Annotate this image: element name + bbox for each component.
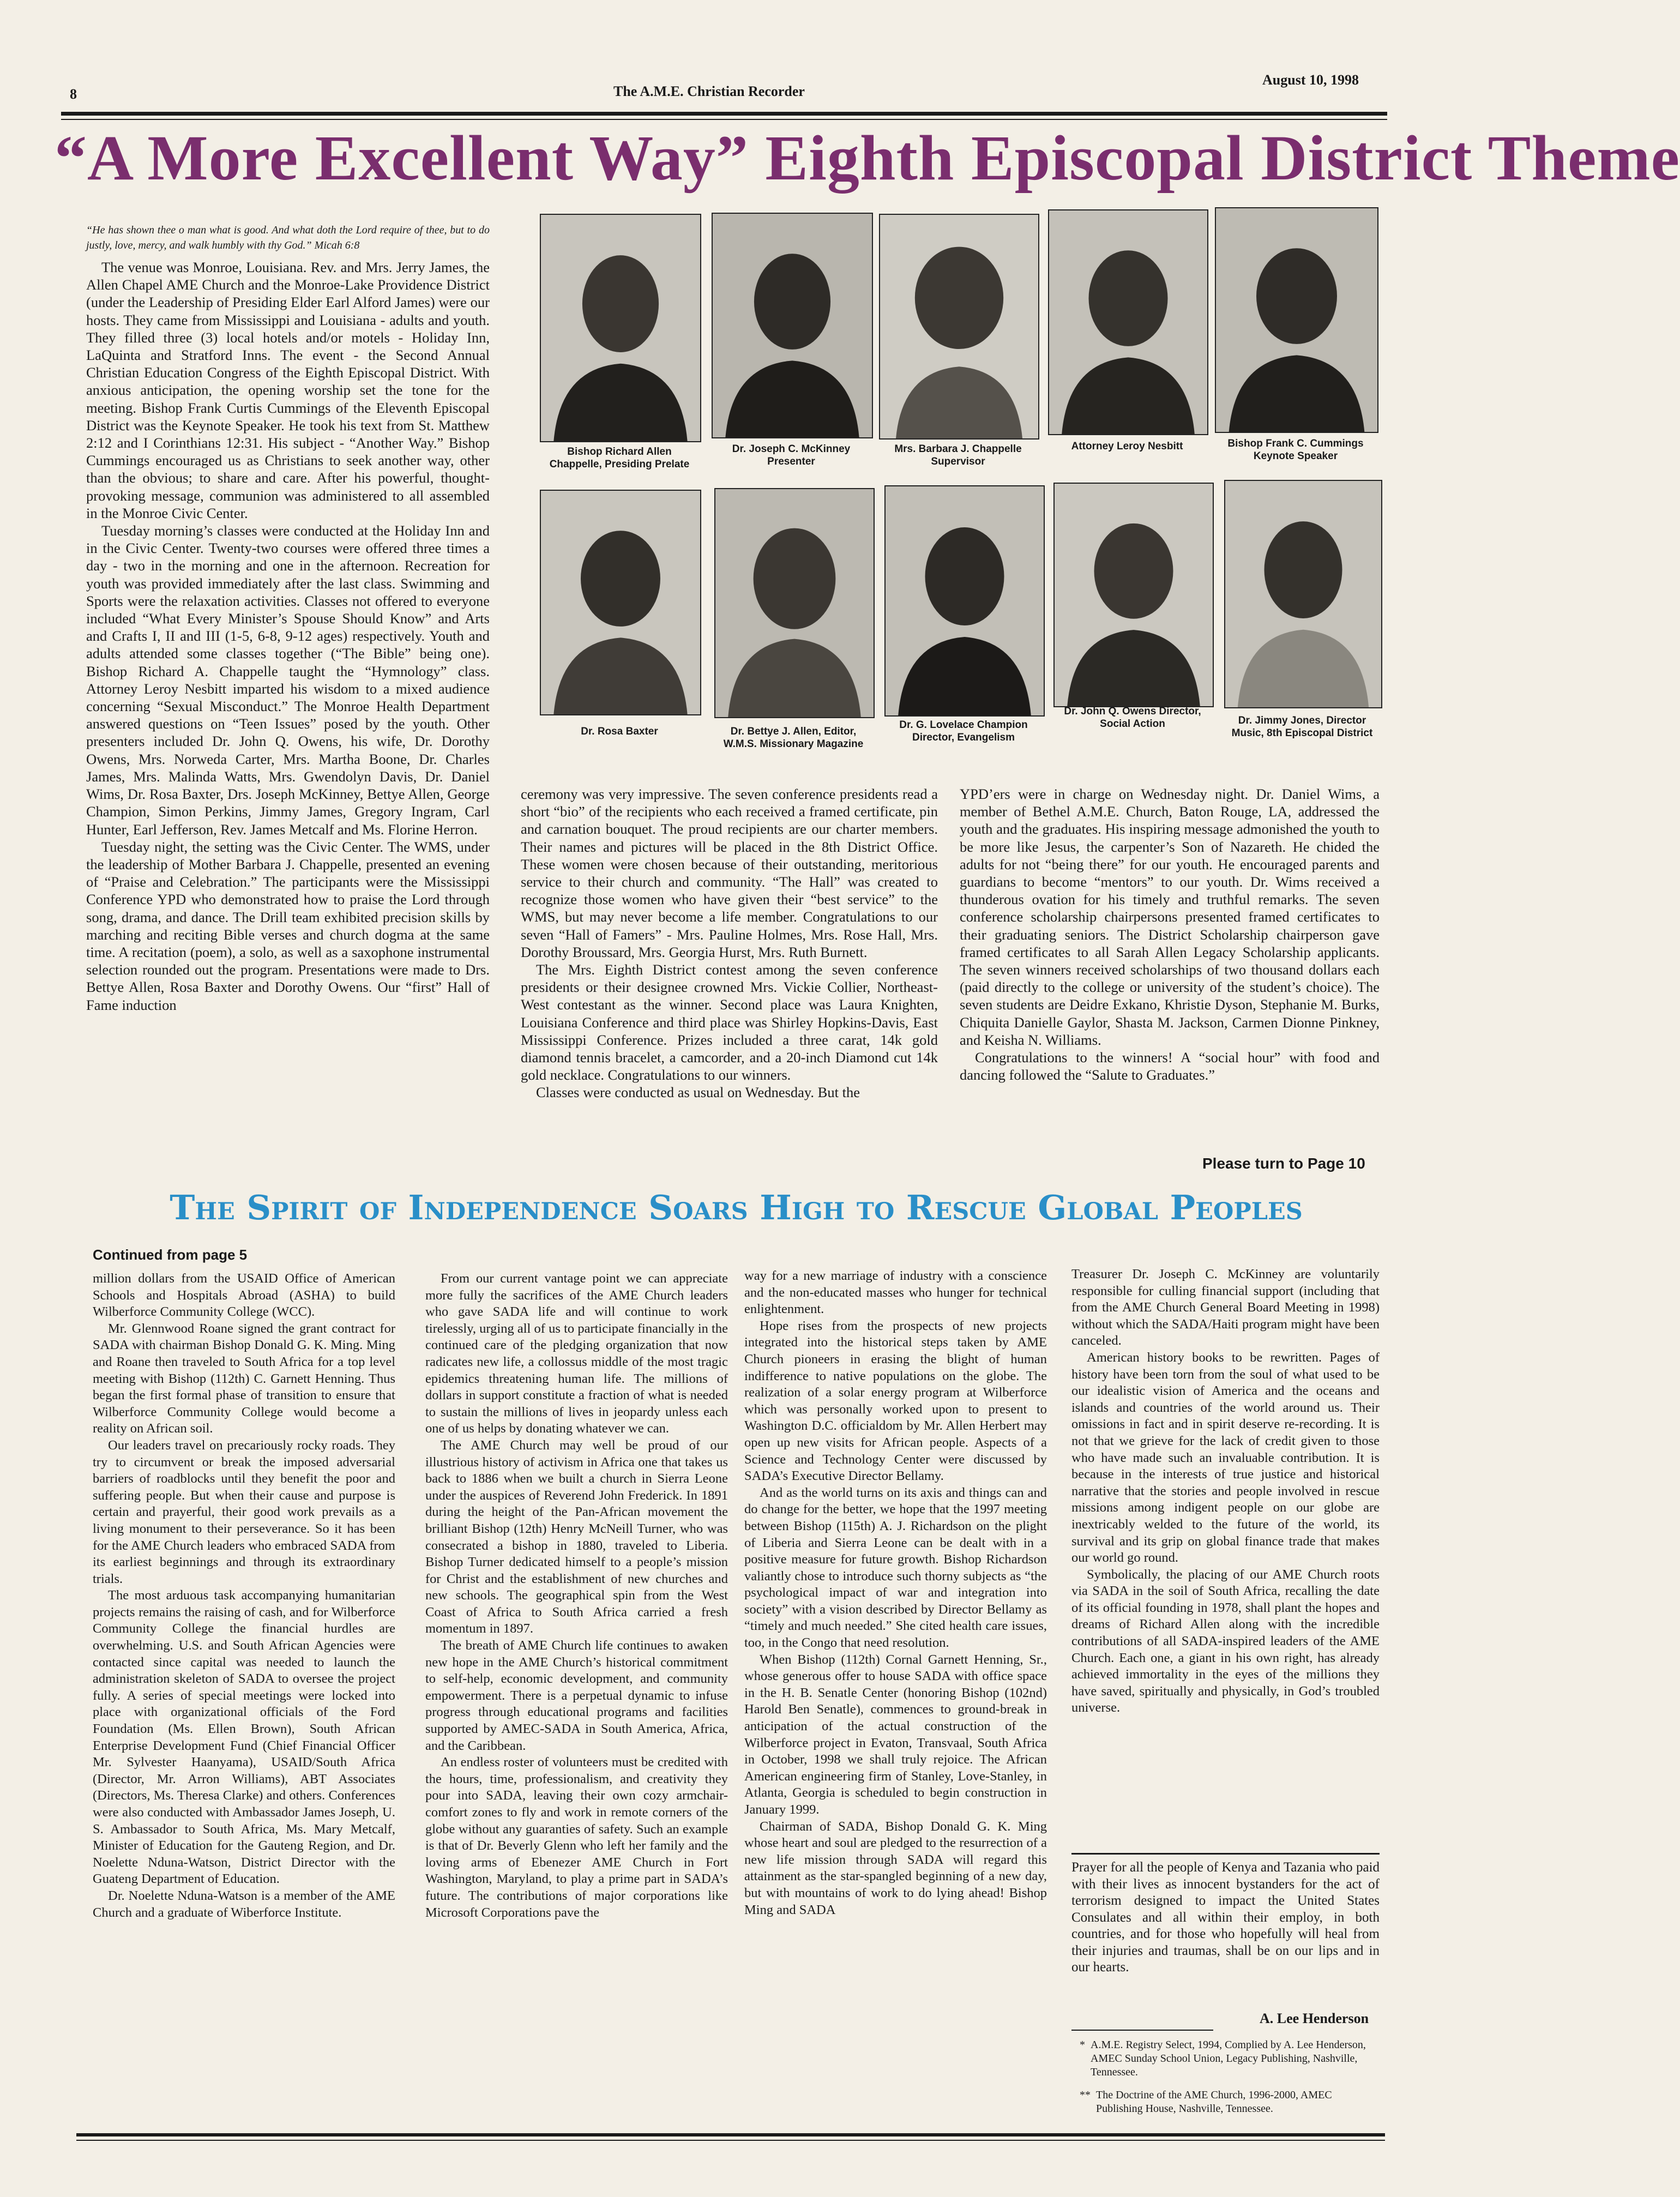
portrait-photo (540, 490, 701, 715)
article2-paragraph: Symbolically, the placing of our AME Church roots via SADA in the soil of South Africa, recalling the date of its official founding in 1978, shall plant the hopes and dreams of Richard Allen along with the incredible contributions of all SADA-inspired leaders of the AME Church. Each one, a giant in his own right, has already achieved immortality in the eyes of the millions they have saved, spiritually and physically, in God’s troubled universe. (1071, 1567, 1380, 1716)
page-number: 8 (70, 86, 77, 102)
portrait-photo (1215, 207, 1378, 433)
article1-paragraph: ceremony was very impressive. The seven conference presidents read a short “bio” of the recipients who each received a framed certificate, pin and carnation bouquet. The proud recipients are our charter members. Their names and pictures will be placed in the 8th District Office. These women were chosen because of their outstanding, meritorious service to their church and community. “The Hall” was created to recognize those women who have given their “best service” to the WMS, but may never become a life member. Congratulations to our seven “Hall of Famers” - Mrs. Pauline Holmes, Mrs. Rose Hall, Mrs. Dorothy Broussard, Mrs. Georgia Hurst, Mrs. Ruth Burnett. (521, 786, 938, 960)
scripture-quote: “He has shown thee o man what is good. And what doth the Lord require of thee, but to do justly, love, mercy, and walk humbly with thy God.” Micah 6:8 (86, 224, 490, 251)
article2-column-2 (425, 1271, 728, 2143)
article2-paragraph: Mr. Glennwood Roane signed the grant contract for SADA with chairman Bishop Donald G. K. Ming. Ming and Roane then traveled to South Africa for a top level meeting with Bishop (112th) C. Garnett Henning. Thus began the first formal phase of transition to ensure that Wilberforce Community College would become a reality on African soil. (93, 1321, 395, 1436)
article1-paragraph: Tuesday night, the setting was the Civic Center. The WMS, under the leadership of Mother Barbara J. Chappelle, presented an evening of “Praise and Celebration.” The participants were the Mississippi Conference YPD who demonstrated how to praise the Lord through song, drama, and dance. The Drill team exhibited precision skills by marching and reciting Bible verses and church dogma at the same time. A recitation (poem), a solo, as well as a saxophone instrumental selection rounded out the program. Presentations were made to Drs. Bettye Allen, Rosa Baxter and Dorothy Owens. Our “first” Hall of Fame induction (86, 838, 490, 1013)
photo-caption: Bishop Frank C. Cummings Keynote Speaker (1227, 438, 1364, 462)
footnote-text: A.M.E. Registry Select, 1994, Complied by A. Lee Henderson, AMEC Sunday School Union, Legacy Publishing, Nashville, Tennessee. (1091, 2039, 1366, 2078)
article2-paragraph: The most arduous task accompanying humanitarian projects remains the raising of cash, and for Wilberforce Community College the financial hurdles are overwhelming. U.S. and South African Agencies were contacted since capital was needed to launch the administration skeleton of SADA to oversee the project fully. A series of special meetings were locked into place with organizational officials of the Ford Foundation (Ms. Ellen Brown), South African Enterprise Development Fund (Chief Financial Officer Mr. Sylvester Haanyama), USAID/South Africa (Director, Mr. Arron Williams), ABT Associates (Directors, Ms. Theresa Clarke) and others. Conferences were also conducted with Ambassador James Joseph, U. S. Ambassador to South Africa, Ms. Mary Metcalf, Minister of Education for the Gauteng Region, and Dr. Noelette Nduna-Watson, District Director with the Guateng Department of Education. (93, 1588, 395, 1887)
photo-caption: Dr. Jimmy Jones, Director Music, 8th Episcopal District (1231, 715, 1373, 739)
portrait-photo (884, 485, 1045, 717)
article-author: A. Lee Henderson (1260, 2011, 1369, 2026)
article2-paragraph: Hope rises from the prospects of new projects integrated into the historical steps taken by AME Church pioneers in erasing the blight of human indifference to native populations on the globe. The realization of a solar energy program at Wilberforce which was personally worked upon to present to Washington D.C. officialdom by Mr. Allen Herbert may open up new visits for African people. Aspects of a Science and Technology Center were discussed by SADA’s Executive Director Bellamy. (744, 1318, 1047, 1484)
continued-on-link[interactable]: Please turn to Page 10 (1202, 1155, 1365, 1172)
article2-paragraph: The AME Church may well be proud of our illustrious history of activism in Africa one that takes us back to 1886 when we built a church in Sierra Leone under the auspices of Reverend John Frederick. In 1891 during the height of the Pan-African movement the brilliant Bishop (12th) Henry McNeill Turner, who was consecrated a bishop in 1880, traveled to Liberia. Bishop Turner dedicated himself to a people’s mission for Christ and the establishment of new churches and new schools. The geographical spin from the West Coast of Africa to South Africa carried a fresh momentum in 1897. (425, 1437, 728, 1636)
footnote (1080, 2038, 1380, 2079)
portrait-photo (879, 214, 1039, 440)
footer-rule-thin (76, 2140, 1385, 2141)
article2-paragraph: million dollars from the USAID Office of American Schools and Hospitals Abroad (ASHA) to build Wilberforce Community College (WCC). (93, 1271, 395, 1320)
article2-paragraph: When Bishop (112th) Cornal Garnett Henning, Sr., whose generous offer to house SADA with office space in the H. B. Senatle Center (honoring Bishop (102nd) Harold Ben Senatle), commences to ground-break in anticipation of the actual construction of the Wilberforce project in Evaton, Transvaal, South Africa in October, 1998 we shall truly rejoice. The African American engineering firm of Stanley, Love-Stanley, in Atlanta, Georgia is scheduled to begin construction in January 1999. (744, 1652, 1047, 1817)
article1-paragraph: Congratulations to the winners! A “social hour” with food and dancing followed the “Salute to Graduates.” (960, 1049, 1380, 1084)
article2-paragraph: Chairman of SADA, Bishop Donald G. K. Ming whose heart and soul are pledged to the resurrection of a new life mission through SADA will regard this attainment as the star-spangled beginning of a new day, but with mountains of work to do lying ahead! Bishop Ming and SADA (744, 1819, 1047, 1917)
footnote-mark: * (1080, 2039, 1085, 2051)
photo-caption: Dr. Bettye J. Allen, Editor, W.M.S. Missionary Magazine (723, 726, 864, 750)
article1-headline: “A More Excellent Way” Eighth Episcopal District Theme (55, 122, 1680, 194)
prayer-divider (1071, 1853, 1380, 1855)
header-rule-thin (61, 119, 1387, 120)
article2-headline: The Spirit of Independence Soars High to Rescue Global Peoples (170, 1188, 1303, 1227)
article2-paragraph: An endless roster of volunteers must be credited with the hours, time, professionalism, and creativity they pour into SADA, leaving their own cozy armchair-comfort zones to fly and work in remote corners of the globe without any guaranties of safety. Such an example is that of Dr. Beverly Glenn who left her family and the loving arms of Ebenezer AME Church in Fort Washington, Maryland, to play a prime part in SADA’s future. The contributions of major corporations like Microsoft Corporations pave the (425, 1755, 728, 1920)
article1-paragraph: The venue was Monroe, Louisiana. Rev. and Mrs. Jerry James, the Allen Chapel AME Church and the Monroe-Lake Providence District (under the Leadership of Presiding Elder Earl Alford James) were our hosts. They came from Mississippi and Louisiana - adults and youth. They filled three (3) local hotels and/or motels - Holiday Inn, LaQuinta and Stratford Inns. The event - the Second Annual Christian Education Congress of the Eighth Episcopal District. With anxious anticipation, the opening worship set the tone for the meeting. Bishop Frank Curtis Cummings of the Eleventh Episcopal District was the Keynote Speaker. He took his text from St. Matthew 2:12 and I Corinthians 12:31. His subject - “Another Way.” Bishop Cummings encouraged us as Christians to seek another way, other than the obvious; to share and care. After his powerful, thought-provoking message, communion was administered to all assembled in the Monroe Civic Center. (86, 259, 490, 521)
photo-caption: Dr. Joseph C. McKinney Presenter (732, 443, 851, 467)
article1-column-1 (86, 222, 490, 1183)
article1-column-2 (521, 785, 938, 1178)
footnote-mark: ** (1080, 2089, 1091, 2101)
footer-rule-thick (76, 2133, 1385, 2136)
article2-paragraph: From our current vantage point we can appreciate more fully the sacrifices of the AME Church leaders who gave SADA life and will continue to work tirelessly, urging all of us to participate financially in the continued care of the pledging organization that now radicates new life, a collossus middle of the most tragic epidemics threatening human life. The millions of dollars in support constitute a fraction of what is needed to sustain the millions of lives in jeopardy unless each one of us helps by donating whatever we can. (425, 1271, 728, 1436)
article2-paragraph: And as the world turns on its axis and things can and do change for the better, we hope that the 1997 meeting between Bishop (115th) A. J. Richardson on the plight of Liberia and Sierra Leone can be dealt with in a positive measure for future growth. Bishop Richardson valiantly chose to introduce such thorny subjects as “the psychological impact of war and integration into society” with a vision described by Director Bellamy as “timely and much needed.” She cited health care issues, too, in the Congo that need resolution. (744, 1485, 1047, 1651)
header-rule-thick (61, 112, 1387, 116)
photo-caption: Bishop Richard Allen Chappelle, Presiding Prelate (549, 446, 690, 470)
article2-paragraph: Dr. Noelette Nduna-Watson is a member of the AME Church and a graduate of Wiberforce Institute. (93, 1888, 395, 1920)
portrait-photo (1053, 483, 1214, 707)
article2-paragraph: Our leaders travel on precariously rocky roads. They try to circumvent or break the imposed adversarial barriers of roadblocks until they benefit the poor and suffering people. But when their cause and purpose is certain and prayerful, their good work prevails as a living monument to their perseverance. So it has been for the AME Church leaders who embraced SADA from its earliest beginnings and through its extraordinary trials. (93, 1437, 395, 1586)
portrait-photo (1224, 480, 1382, 708)
portrait-photo (712, 213, 873, 438)
footnote (1080, 2088, 1380, 2116)
issue-date: August 10, 1998 (1262, 72, 1359, 88)
photo-caption: Dr. John Q. Owens Director, Social Action (1064, 706, 1201, 730)
portrait-photo (714, 488, 875, 718)
article2-paragraph: way for a new marriage of industry with a conscience and the non-educated masses who hunger for technical enlightenment. (744, 1268, 1047, 1317)
article1-column-3 (960, 785, 1380, 1134)
article2-paragraph: American history books to be rewritten. Pages of history have been torn from the soul of what used to be our idealistic vision of America and the oceans and islands and countries of the world around us. Their omissions in fact and in spirit deserve re-recording. It is not that we grieve for the lack of credit given to those who have made such an invaluable contribution. It is because in the interests of true justice and historical narrative that the stories and people involved in rescue missions among indigent people on our globe are inextricably welded to the future of the world, its survival and its grip on global finance trade that makes our world go round. (1071, 1350, 1380, 1566)
photo-caption: Mrs. Barbara J. Chappelle Supervisor (894, 443, 1022, 467)
portrait-photo (540, 214, 701, 442)
article2-column-4 (1071, 1266, 1380, 1850)
prayer-box (1071, 1859, 1380, 2001)
article1-paragraph: Classes were conducted as usual on Wednesday. But the (536, 1084, 860, 1101)
prayer-text: Prayer for all the people of Kenya and Tazania who paid with their lives as innocent bystanders for the act of terrorism designed to impact the United States Consulates and all within their employ, in both countries, and for those who hopefully will heal from their injuries and traumas, shall be on our lips and in our hearts. (1071, 1860, 1380, 1975)
article1-paragraph: Tuesday morning’s classes were conducted at the Holiday Inn and in the Civic Center. Twenty-two courses were offered three times a day - two in the morning and one in the afternoon. Recreation for youth was provided immediately after the last class. Swimming and Sports were the relaxation activities. Classes not offered to everyone included “What Every Minister’s Spouse Should Know” and Arts and Crafts I, II and III (1-5, 6-8, 9-12 ages) respectively. Youth and adults attended some classes together (“The Bible” being one). Bishop Richard A. Chappelle taught the “Hymnology” class. Attorney Leroy Nesbitt imparted his wisdom to a mixed audience concerning “Sexual Misconduct.” The Monroe Health Department answered questions on “Teen Issues” posed by the youth. Other presenters included Dr. John Q. Owens, his wife, Dr. Dorothy Owens, Mrs. Norweda Carter, Mrs. Martha Boone, Dr. Charles James, Mrs. Malinda Watts, Mrs. Gwendolyn Davis, Dr. Daniel Wims, Dr. Rosa Baxter, Drs. Joseph McKinney, Bettye Allen, George Champion, Simon Perkins, Jimmy James, Gregory Ingram, Carl Hunter, Earl Jefferson, Rev. James Metcalf and Ms. Florine Herron. (86, 522, 490, 838)
publication-name: The A.M.E. Christian Recorder (613, 83, 805, 99)
article2-paragraph: The breath of AME Church life continues to awaken new hope in the AME Church’s historical commitment to self-help, economic development, and community empowerment. There is a perpetual dynamic to infuse progress through educational programs and facilities supported by AMEC-SADA in South America, Africa, and the Caribbean. (425, 1638, 728, 1753)
article1-paragraph: YPD’ers were in charge on Wednesday night. Dr. Daniel Wims, a member of Bethel A.M.E. Church, Baton Rouge, LA, addressed the youth and the graduates. His inspiring message admonished the youth to be more like Jesus, the carpenter’s Son of Nazareth. He chided the adults for not “being there” for our youth. He encouraged parents and guardians to become “mentors” to our youth. Dr. Wims received a thunderous ovation for his timely and truthful remarks. The seven conference scholarship chairpersons presented framed certificates to their graduating seniors. The District Scholarship chairperson gave framed certificates to all Sarah Allen Legacy Scholarship applicants. The seven winners received scholarships of two thousand dollars each (paid directly to the college or university of the student’s choice). The seven students are Deidre Exkano, Khristie Dyson, Stephanie M. Burks, Chiquita Danielle Gaylor, Shasta M. Jackson, Carmen Dionne Pinkney, and Keisha N. Williams. (960, 786, 1380, 1048)
footnote-text: The Doctrine of the AME Church, 1996-2000, AMEC Publishing House, Nashville, Tennessee. (1096, 2089, 1332, 2115)
article2-column-3 (744, 1268, 1047, 2140)
photo-caption: Dr. Rosa Baxter (581, 726, 658, 737)
photo-caption: Dr. G. Lovelace Champion Director, Evangelism (899, 719, 1028, 743)
portrait-photo (1048, 209, 1208, 435)
photo-caption: Attorney Leroy Nesbitt (1071, 441, 1183, 452)
footnote-divider (1071, 2030, 1213, 2031)
article2-paragraph: Treasurer Dr. Joseph C. McKinney are voluntarily responsible for culling financial support (including that from the AME Church General Board Meeting in 1998) without which the SADA/Haiti program might have been canceled. (1071, 1267, 1380, 1349)
article1-paragraph: The Mrs. Eighth District contest among the seven conference presidents or their designee crowned Mrs. Vickie Collier, Northeast-West contestant as the winner. Second place was Laura Knighten, Louisiana Conference and third place was Shirley Hopkins-Davis, East Mississippi Conference. Prizes included a three carat, 14k gold diamond tennis bracelet, a camcorder, and a 20-inch Diamond cut 14k gold necklace. Congratulations to our winners. (521, 961, 938, 1084)
continued-from-label: Continued from page 5 (93, 1247, 248, 1263)
article2-column-1 (93, 1271, 395, 2143)
